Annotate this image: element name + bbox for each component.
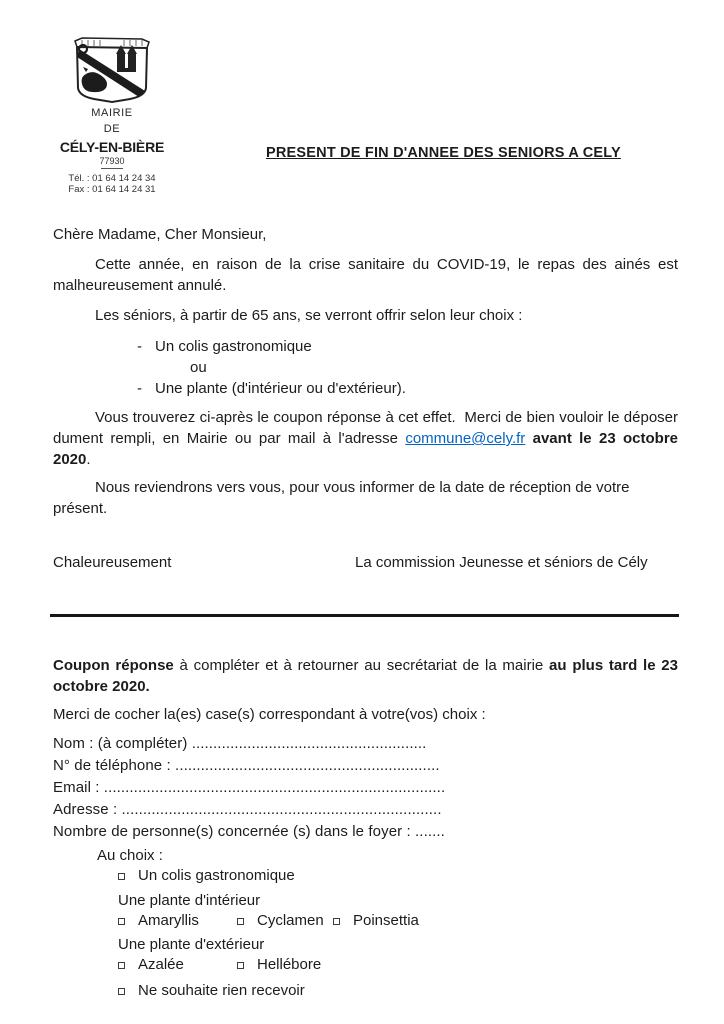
checkbox-colis — [118, 873, 125, 880]
checkbox-azalee — [118, 962, 125, 969]
option-poinsettia — [333, 911, 419, 931]
option-azalee — [118, 955, 237, 975]
option-hellebore-label: Hellébore — [257, 956, 322, 973]
option-amaryllis — [118, 911, 237, 931]
deadline-emphasis: avant le 23 octobre 2020 — [53, 430, 678, 468]
letterhead-town-name: CÉLY-EN-BIÈRE — [59, 139, 165, 155]
paragraph-coupon-info — [53, 407, 678, 470]
option-poinsettia-label: Poinsettia — [353, 912, 419, 929]
gift-list-item-colis-label: Un colis gastronomique — [155, 338, 312, 355]
choices-heading: Au choix : — [97, 847, 163, 864]
coupon-instruction: Merci de cocher la(es) case(s) correspondant à votre(vos) choix : — [53, 706, 486, 723]
option-amaryllis-label: Amaryllis — [138, 912, 199, 929]
coat-of-arms-icon — [68, 36, 156, 104]
option-azalee-label: Azalée — [138, 956, 184, 973]
dash-bullet-icon: - — [137, 380, 142, 397]
signature: La commission Jeunesse et séniors de Cély — [355, 554, 648, 571]
paragraph-reception: Nous reviendrons vers vous, pour vous informer de la date de réception de votre présent. — [53, 479, 630, 517]
letter-body — [53, 224, 678, 1001]
field-nombre-personnes: Nombre de personne(s) concernée (s) dans le foyer : ....... — [53, 823, 445, 840]
dash-bullet-icon: - — [137, 338, 142, 355]
coupon-intro — [53, 655, 678, 697]
letterhead-org-line2: DE — [103, 123, 121, 135]
option-none-label: Ne souhaite rien recevoir — [138, 982, 305, 999]
gift-list-item-colis — [137, 336, 678, 357]
checkbox-cyclamen — [237, 918, 244, 925]
option-cyclamen-label: Cyclamen — [257, 912, 324, 929]
letterhead-divider — [101, 168, 123, 169]
outdoor-plants-heading: Une plante d'extérieur — [118, 936, 265, 953]
closing: Chaleureusement — [53, 554, 172, 571]
indoor-plants-heading: Une plante d'intérieur — [118, 892, 261, 909]
option-row-indoor — [118, 911, 678, 931]
document-title: PRESENT DE FIN D'ANNEE DES SENIORS A CELY — [266, 145, 621, 161]
letterhead-fax: Fax : 01 64 14 24 31 — [68, 184, 156, 195]
gift-list-or: ou — [190, 359, 207, 376]
field-nom: Nom : (à compléter) ....................................................... — [53, 735, 427, 752]
coupon-intro-lead: Coupon réponse — [53, 657, 174, 674]
letterhead — [50, 36, 174, 195]
paragraph-coupon-text: Vous trouverez ci-après le coupon réponse à cet effet. Merci de bien vouloir le déposer dument rempli, en Mairie ou par mail à l'adresse — [53, 409, 678, 447]
option-colis-label: Un colis gastronomique — [138, 867, 295, 884]
salutation: Chère Madame, Cher Monsieur, — [53, 226, 267, 243]
option-row-outdoor — [118, 955, 678, 975]
email-link[interactable]: commune@cely.fr — [405, 430, 526, 447]
letterhead-postal-code: 77930 — [99, 156, 125, 166]
letterhead-phone: Tél. : 01 64 14 24 34 — [68, 173, 156, 184]
checkbox-hellebore — [237, 962, 244, 969]
checkbox-amaryllis — [118, 918, 125, 925]
letterhead-org-line1: MAIRIE — [91, 107, 133, 119]
section-divider — [50, 614, 679, 617]
option-row-none — [118, 981, 678, 1001]
field-email: Email : ................................................................................ — [53, 779, 446, 796]
coupon-intro-deadline: au plus tard le 23 octobre 2020. — [53, 657, 678, 695]
closing-row — [53, 552, 678, 573]
checkbox-poinsettia — [333, 918, 340, 925]
gift-list-item-plante — [137, 378, 678, 399]
coupon-fields — [53, 733, 678, 843]
option-hellebore — [237, 955, 321, 975]
gift-list-item-plante-label: Une plante (d'intérieur ou d'extérieur). — [155, 380, 406, 397]
paragraph-covid: Cette année, en raison de la crise sanitaire du COVID-19, le repas des ainés est malheureusement annulé. — [53, 256, 678, 294]
field-telephone: N° de téléphone : .............................................................. — [53, 757, 440, 774]
paragraph-coupon-period: . — [86, 451, 91, 468]
checkbox-none — [118, 988, 125, 995]
option-row-colis — [118, 866, 678, 886]
coupon-intro-middle: à compléter et à retourner au secrétariat de la mairie — [173, 657, 550, 674]
option-cyclamen — [237, 911, 333, 931]
paragraph-seniors-choice: Les séniors, à partir de 65 ans, se verront offrir selon leur choix : — [95, 307, 523, 324]
field-adresse: Adresse : ........................................................................... — [53, 801, 442, 818]
